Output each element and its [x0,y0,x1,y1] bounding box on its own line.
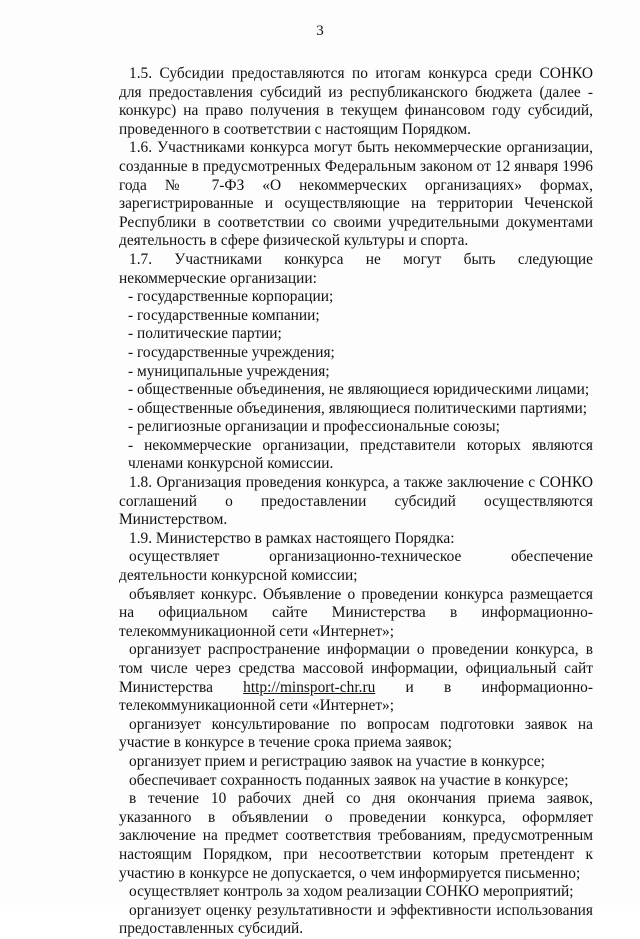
ministry-website-link[interactable]: http://minsport-chr.ru [243,678,376,696]
list-item: - общественные объединения, являющиеся политическими партиями; [128,399,587,417]
list-item: - государственные учреждения; [128,343,335,361]
list-item: - государственные корпорации; [128,288,334,306]
duty-item: организует оценку результативности и эффективности использования предоставленных субсидий. [119,901,593,938]
paragraph-1-5: 1.5. Субсидии предоставляются по итогам конкурса среди СОНКО для предоставления субсидий из республиканского бюджета (далее - конкурс) на право получения в текущем финансовом году субсидий, проведенного в соответствии с настоящим Порядком. [119,65,593,138]
list-item: - некоммерческие организации, представители которых являются членами конкурсной комиссии. [128,436,593,473]
paragraph-1-8: 1.8. Организация проведения конкурса, а также заключение с СОНКО соглашений о предоставлении субсидий осуществляются Министерством. [119,474,593,529]
list-item: - государственные компании; [128,306,320,324]
list-item: - муниципальные учреждения; [128,362,330,380]
duty-text: организует распространение информации о проведении конкурса, в том числе через средства массовой информации, официальный сайт Министерства [119,641,593,696]
duty-item: в течение 10 рабочих дней со дня окончания приема заявок, указанного в объявлении о проведении конкурса, оформляет заключение на предмет соответствия требованиям, предусмотренным настоящим Порядком, при несоответствии которым претендент к участию в конкурсе не допускается, о чем информируется письменно; [119,790,593,882]
duty-item: объявляет конкурс. Объявление о проведении конкурса размещается на официальном сайте Министерства в информационно-телекоммуникационной сети «Интернет»; [119,585,593,640]
document-body [119,65,593,939]
duty-item: обеспечивает сохранность поданных заявок на участие в конкурсе; [129,771,569,789]
exclusion-list [119,288,593,474]
paragraph-1-7: 1.7. Участниками конкурса не могут быть следующие некоммерческие организации: [119,250,593,287]
list-item: - политические партии; [128,325,282,343]
page-number: 3 [316,23,324,39]
paragraph-1-6: 1.6. Участниками конкурса могут быть некоммерческие организации, созданные в предусмотренных Федеральным законом от 12 января 1996 года № 7-ФЗ «О некоммерческих организациях» формах, зарегистрированные и осуществляющие на территории Чеченской Республики в соответствии со своими учредительными документами деятельность в сфере физической культуры и спорта. [119,139,593,250]
list-item: - общественные объединения, не являющиеся юридическими лицами; [128,381,590,399]
duty-item: осуществляет контроль за ходом реализации СОНКО мероприятий; [129,883,574,901]
duty-item: организует прием и регистрацию заявок на участие в конкурсе; [129,752,545,770]
duty-item: организует консультирование по вопросам подготовки заявок на участие в конкурсе в течение срока приема заявок; [119,715,593,752]
paragraph-1-9: 1.9. Министерство в рамках настоящего Порядка: [129,529,455,547]
duty-item [119,641,593,715]
list-item: - религиозные организации и профессиональные союзы; [128,418,500,436]
duty-item: осуществляет организационно-техническое обеспечение деятельности конкурсной комиссии; [119,548,593,585]
duty-text: и в информационно-телекоммуникационной сети «Интернет»; [119,678,594,715]
